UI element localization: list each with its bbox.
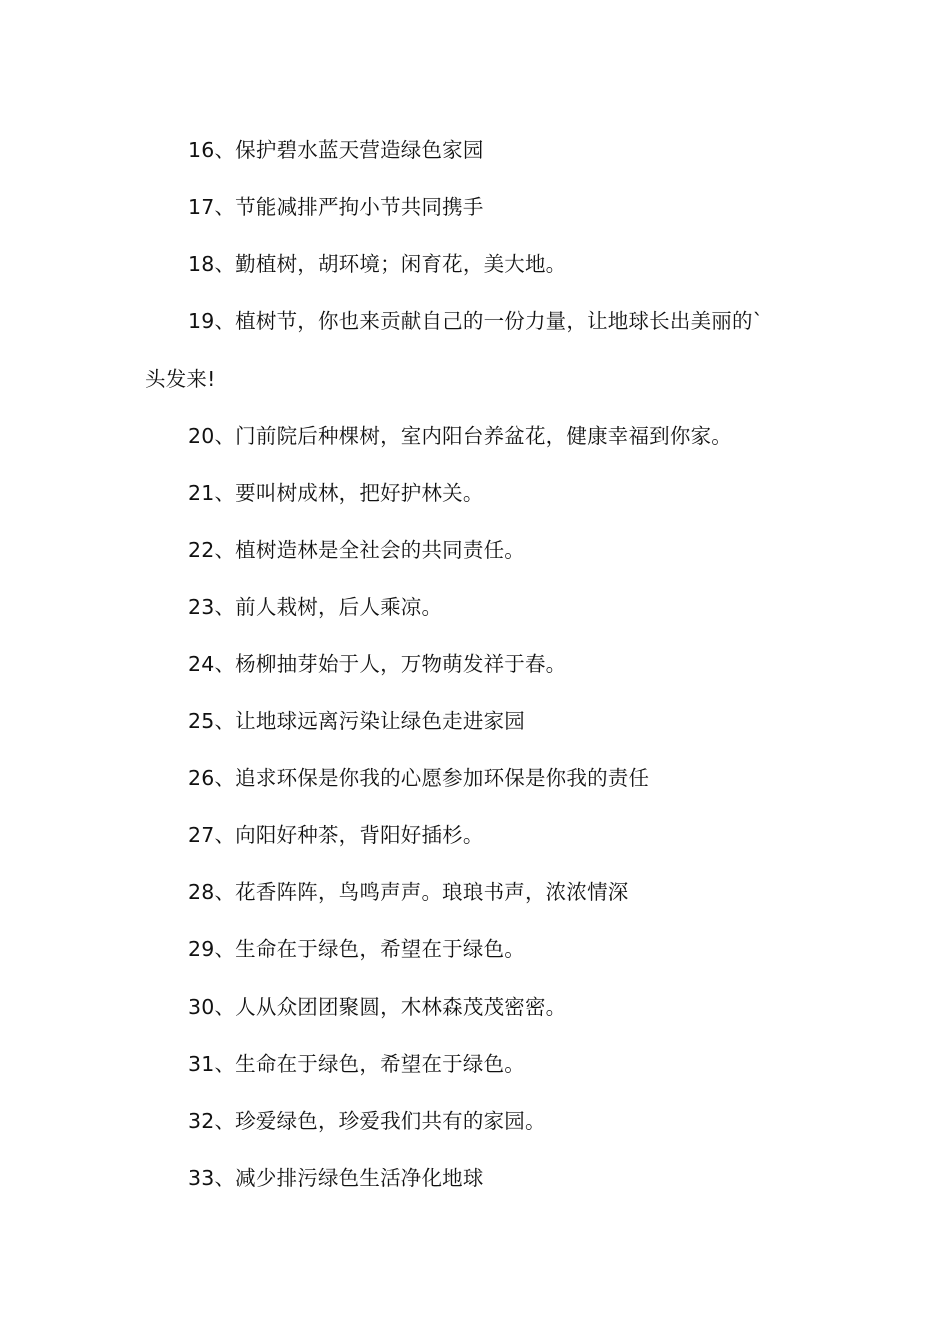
slogan-line-23: 23、前人栽树，后人乘凉。 (188, 595, 443, 619)
slogan-line-28: 28、花香阵阵，鸟鸣声声。琅琅书声，浓浓情深 (188, 880, 629, 904)
slogan-line-16: 16、保护碧水蓝天营造绿色家园 (188, 138, 484, 162)
slogan-line-18: 18、勤植树，胡环境；闲育花，美大地。 (188, 252, 567, 276)
slogan-line-33: 33、减少排污绿色生活净化地球 (188, 1166, 484, 1190)
slogan-line-30: 30、人从众团团聚圆，木林森茂茂密密。 (188, 995, 567, 1019)
slogan-line-21: 21、要叫树成林，把好护林关。 (188, 481, 484, 505)
slogan-line-29: 29、生命在于绿色，希望在于绿色。 (188, 937, 525, 961)
slogan-line-27: 27、向阳好种茶，背阳好插杉。 (188, 823, 484, 847)
slogan-line-19-continued: 头发来! (145, 367, 216, 391)
slogan-line-26: 26、追求环保是你我的心愿参加环保是你我的责任 (188, 766, 650, 790)
slogan-line-22: 22、植树造林是全社会的共同责任。 (188, 538, 525, 562)
slogan-line-24: 24、杨柳抽芽始于人，万物萌发祥于春。 (188, 652, 567, 676)
slogan-line-19: 19、植树节，你也来贡献自己的一份力量，让地球长出美丽的` (188, 309, 764, 333)
slogan-line-17: 17、节能减排严拘小节共同携手 (188, 195, 484, 219)
slogan-line-25: 25、让地球远离污染让绿色走进家园 (188, 709, 525, 733)
slogan-line-20: 20、门前院后种棵树，室内阳台养盆花，健康幸福到你家。 (188, 424, 732, 448)
slogan-line-31: 31、生命在于绿色，希望在于绿色。 (188, 1052, 525, 1076)
slogan-line-32: 32、珍爱绿色，珍爱我们共有的家园。 (188, 1109, 546, 1133)
